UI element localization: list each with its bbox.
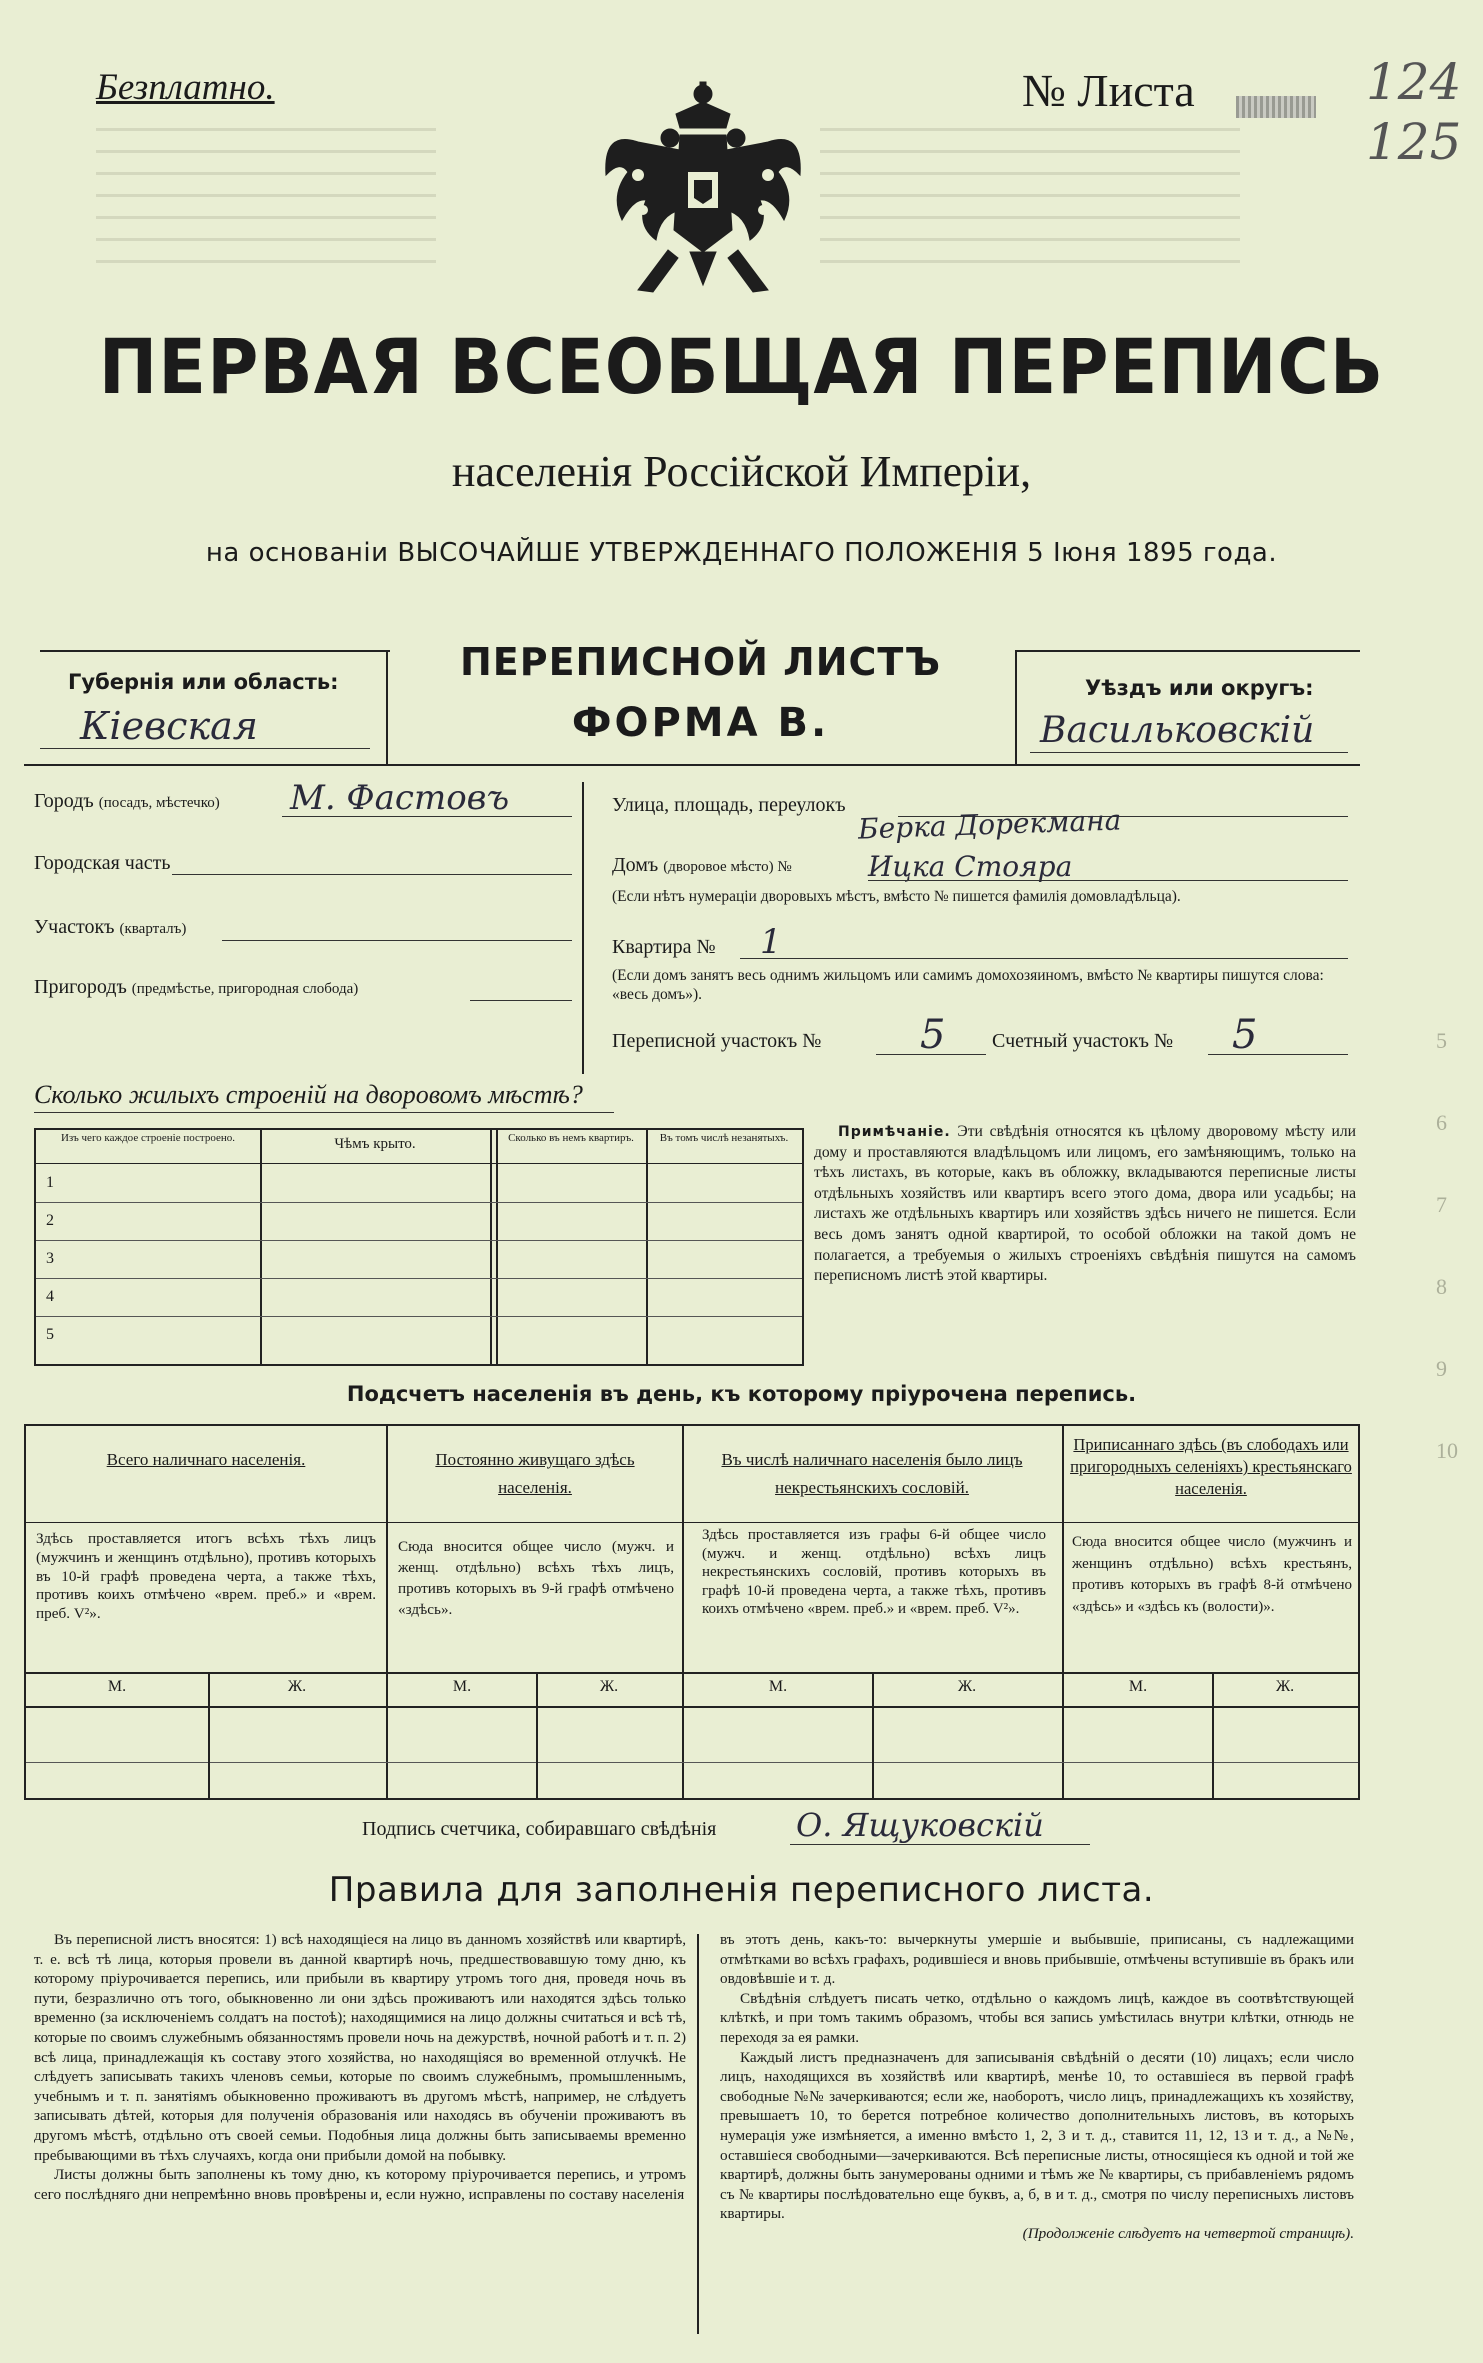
rules-continuation: (Продолженіе слѣдуетъ на четвертой страницѣ). xyxy=(1022,2224,1354,2242)
street-label: Улица, площадь, переулокъ xyxy=(612,794,846,816)
pop-col-4-m: М. xyxy=(1128,1678,1148,1695)
header-rule-top-left xyxy=(40,650,390,652)
margin-mark: 6 xyxy=(1436,1110,1447,1135)
count-area-line xyxy=(1208,1054,1348,1055)
pop-col-1-m: М. xyxy=(107,1678,127,1695)
city-part-line xyxy=(172,874,572,875)
imperial-eagle-emblem xyxy=(598,80,808,310)
city-field xyxy=(34,790,220,813)
address-divider xyxy=(582,782,584,1074)
header-rule-top-right xyxy=(1015,650,1360,652)
bleed-through-right xyxy=(820,128,1240,278)
district-label: Уѣздъ или округъ: xyxy=(1085,676,1314,700)
buildings-col-1 xyxy=(260,1130,262,1364)
city-note: (посадъ, мѣстечко) xyxy=(98,795,220,811)
buildings-question: Сколько жилыхъ строеній на дворовомъ мѣстѣ? xyxy=(34,1080,583,1109)
note-text: Эти свѣдѣнія относятся къ цѣлому дворовому мѣсту или дому и проставляются владѣльцомъ или лицомъ, его замѣняющимъ, только на тѣхъ листахъ, въ которые, какъ въ обложку, вкладываются переписные листы отдѣльныхъ хозяйствъ или квартиръ всего этого дома, двора или усадьбы; на листахъ же отдѣльныхъ квартиръ или хозяйствъ здѣсь ничего не пишется. Если весь домъ занятъ одной квартирой, то особой обложки на такой домъ не полагается, а требуемыя о жилыхъ строеніяхъ свѣдѣнія пишутся на самомъ переписномъ листѣ этой квартиры. xyxy=(814,1123,1356,1285)
header-divider-right xyxy=(1015,650,1017,766)
buildings-col-2 xyxy=(490,1130,492,1364)
pop-col-div-2 xyxy=(682,1426,684,1798)
margin-mark: 10 xyxy=(1436,1438,1458,1463)
buildings-row-line-2 xyxy=(36,1240,802,1241)
census-area-line xyxy=(876,1054,986,1055)
margin-mark: 9 xyxy=(1436,1356,1447,1381)
pop-col-3-desc: Здѣсь проставляется изъ графы 6-й общее число (мужч. и женщ. отдѣльно) всѣхъ лицъ некрестьянскихъ сословій, противъ которыхъ въ графѣ 10-й проведена черта, а также тѣхъ, противъ коихъ отмѣчено «врем. преб.» и «врем. преб. V²». xyxy=(702,1527,1046,1618)
suburb-line xyxy=(470,1000,572,1001)
precinct-note: (кварталъ) xyxy=(119,921,187,937)
city-label: Городъ xyxy=(34,790,94,812)
rules-right-paragraph: Каждый листъ предназначенъ для записыванія свѣдѣній о десяти (10) лицахъ; если число лицъ, находящихся въ хозяйствѣ или квартирѣ, менѣе 10, то оставшіеся въ первой графѣ свободные №№ зачеркиваются; если же, наоборотъ, число лицъ, принадлежащихъ къ хозяйству, превышаетъ 10, то берется потребное количество дополнительныхъ листовъ, въ которыхъ нумерація уже измѣняется, а именно вмѣсто 1, 2, 3 и т. д., ставится 11, 12, 13 и т. д., а №№, оставшіеся свободными—зачеркиваются. Всѣ переписные листы, относящіеся къ одной и той же квартирѣ, должны быть занумерованы одними и тѣмъ же № квартиры, съ прибавленіемъ рядомъ съ № квартиры послѣдовательно еще буквъ, а, б, в и т. д., смотря по числу переписныхъ листовъ квартиры. xyxy=(720,2048,1354,2223)
buildings-row-number: 2 xyxy=(46,1212,54,1229)
house-hint: (Если нѣтъ нумераціи дворовыхъ мѣстъ, вмѣсто № пишется фамилія домовладѣльца). xyxy=(612,888,1181,905)
signature-value: О. Ящуковскій xyxy=(796,1806,1044,1844)
rules-left-paragraph: Въ переписной листъ вносятся: 1) всѣ находящіеся на лицо въ данномъ хозяйствѣ или квартирѣ, т. е. всѣ тѣ лица, которыя провели въ данной квартирѣ ночь, предшествовавшую тому дню, къ которому пріурочивается перепись, или прибыли въ квартиру утромъ того дня, проведя ночь въ пути, безразлично отъ того, обыкновенно ли они здѣсь проживаютъ или находятся здѣсь только временно (за исключеніемъ солдатъ на постоѣ); находящимися на лицо должны считаться и всѣ тѣ, которые по своимъ служебнымъ обязанностямъ провели ночь на дежурствѣ, ночной работѣ и т. п. 2) всѣ лица, принадлежащія къ составу этого хозяйства, но находящіяся во временной отлучкѣ. Не слѣдуетъ записывать такихъ членовъ семьи, которые по своимъ служебнымъ, промышленнымъ, учебнымъ и т. п. занятіямъ обыкновенно проживаютъ въ другомъ мѣстѣ, например, не слѣдуетъ записывать дѣтей, которыя для полученія образованія или находясь въ обученіи проживаютъ въ другомъ мѣстѣ, отдѣльно отъ своей семьи. Подобныя лица должны быть записываемы временно пребывающими въ тѣхъ случаяхъ, когда они прибыли домой на побывку. xyxy=(34,1931,686,2164)
rules-right-paragraph: въ этотъ день, какъ-то: вычеркнуты умершіе и выбывшіе, приписаны, съ надлежащими отмѣтками во всѣхъ графахъ, родившіеся и вновь прибывшіе, отмѣчены вступившіе въ бракъ или овдовѣвшіе и т. д. xyxy=(720,1931,1354,1988)
pop-col-3-m: М. xyxy=(768,1678,788,1695)
buildings-row-line-3 xyxy=(36,1278,802,1279)
free-label: Безплатно. xyxy=(96,67,275,108)
house-value-1: Берка Дорекмана xyxy=(857,803,1122,846)
margin-mark: 8 xyxy=(1436,1274,1447,1299)
house-line xyxy=(868,880,1348,881)
apartment-label: Квартира № xyxy=(612,936,716,958)
pop-col-4-f: Ж. xyxy=(1275,1678,1295,1695)
count-area-value: 5 xyxy=(1232,1012,1258,1058)
margin-mark: 7 xyxy=(1436,1192,1447,1217)
buildings-question-line xyxy=(34,1112,614,1113)
pop-col-1-f: Ж. xyxy=(287,1678,307,1695)
header-rule-bottom xyxy=(24,764,1360,766)
pop-col-3-title: Въ числѣ наличнаго населенія было лицъ некрестьянскихъ сословій. xyxy=(721,1450,1023,1497)
pop-col-div-3 xyxy=(1062,1426,1064,1798)
district-line xyxy=(1030,752,1348,753)
sheet-number-stamp xyxy=(1236,96,1316,118)
pop-col-2-m: М. xyxy=(452,1678,472,1695)
note-title: Примѣчаніе. xyxy=(838,1124,951,1140)
pop-col-2-title: Постоянно живущаго здѣсь населенія. xyxy=(435,1450,635,1497)
city-value: М. Фастовъ xyxy=(290,778,510,818)
form-title: ПЕРЕПИСНОЙ ЛИСТЪ xyxy=(459,640,942,684)
margin-mark: 5 xyxy=(1436,1028,1447,1053)
province-line xyxy=(40,748,370,749)
buildings-row-number: 5 xyxy=(46,1326,54,1343)
count-area-label: Счетный участокъ № xyxy=(992,1030,1174,1052)
buildings-row-number: 1 xyxy=(46,1174,54,1191)
buildings-header-material: Изъ чего каждое строеніе построено. xyxy=(60,1132,236,1144)
house-value-2: Ицка Стояра xyxy=(868,850,1073,883)
rules-right-paragraph: Свѣдѣнія слѣдуетъ писать четко, отдѣльно о каждомъ лицѣ, каждое въ соотвѣтствующей клѣткѣ, и при томъ такимъ образомъ, чтобы вся запись умѣстилась внутри клѣтки, отнюдь не переходя за ея рамки. xyxy=(720,1989,1354,2046)
house-field xyxy=(612,854,792,877)
pop-col-div-1 xyxy=(386,1426,388,1798)
province-label: Губернія или область: xyxy=(68,670,339,694)
buildings-table xyxy=(34,1128,804,1366)
census-basis: на основаніи ВЫСОЧАЙШЕ УТВЕРЖДЕННАГО ПОЛОЖЕНІЯ 5 Іюня 1895 года. xyxy=(205,538,1278,568)
archive-marks: 124 125 xyxy=(1366,53,1462,171)
sheet-number-label xyxy=(1022,64,1195,117)
city-part-label: Городская часть xyxy=(34,852,171,874)
suburb-note: (предмѣстье, пригородная слобода) xyxy=(131,981,359,997)
apartment-hint: (Если домъ занятъ весь однимъ жильцомъ или самимъ домохозяиномъ, вмѣсто № квартиры пишутся слова: «весь домъ»). xyxy=(612,967,1324,1003)
pop-value-row-rule xyxy=(26,1762,1358,1763)
sheet-number-text: № Листа xyxy=(1022,65,1195,116)
precinct-label: Участокъ xyxy=(34,916,115,938)
census-subtitle: населенія Россійской Имперіи, xyxy=(451,447,1032,496)
population-heading: Подсчетъ населенія въ день, къ которому пріурочена перепись. xyxy=(346,1382,1137,1406)
buildings-col-3 xyxy=(646,1130,648,1364)
buildings-header-apartments: Сколько въ немъ квартиръ. xyxy=(508,1132,634,1144)
form-letter: ФОРМА В. xyxy=(571,700,830,746)
population-table xyxy=(24,1424,1360,1800)
rules-left-column xyxy=(34,1930,686,2204)
suburb-label: Пригородъ xyxy=(34,976,127,998)
rules-right-column xyxy=(720,1930,1354,2244)
buildings-row-line-4 xyxy=(36,1316,802,1317)
buildings-header-roof: Чѣмъ крыто. xyxy=(334,1136,416,1152)
apartment-line xyxy=(740,958,1348,959)
census-title: ПЕРВАЯ ВСЕОБЩАЯ ПЕРЕПИСЬ xyxy=(98,322,1385,412)
pop-col-1-title: Всего наличнаго населенія. xyxy=(106,1450,306,1469)
province-value: Кіевская xyxy=(80,704,258,748)
buildings-row-number: 3 xyxy=(46,1250,54,1267)
suburb-field xyxy=(34,976,358,999)
census-area-value: 5 xyxy=(920,1012,946,1058)
rules-column-divider xyxy=(697,1934,699,2334)
house-note: (дворовое мѣсто) № xyxy=(663,859,792,875)
rules-left-paragraph: Листы должны быть заполнены къ тому дню, къ которому пріурочивается перепись, и утромъ сего послѣдняго дни непремѣнно вновь провѣрены и, если нужно, исправлены по составу населенія xyxy=(34,2166,686,2203)
district-value: Васильковскій xyxy=(1040,710,1315,751)
signature-label: Подпись счетчика, собиравшаго свѣдѣнія xyxy=(362,1818,717,1840)
signature-line xyxy=(790,1844,1090,1845)
apartment-value: 1 xyxy=(760,922,782,962)
buildings-col-2b xyxy=(496,1130,498,1364)
pop-title-rule xyxy=(26,1522,1358,1523)
margin-marks xyxy=(1436,1000,1476,1492)
census-area-label: Переписной участокъ № xyxy=(612,1030,822,1052)
city-line xyxy=(282,816,572,817)
pop-col-1-desc: Здѣсь проставляется итогъ всѣхъ тѣхъ лицъ (мужчинъ и женщинъ отдѣльно), противъ которыхъ въ 10-й графѣ проведена черта, а также тѣхъ, противъ коихъ отмѣчено «врем. преб.» и «врем. преб. V²». xyxy=(36,1530,376,1623)
pop-col-4-title: Приписаннаго здѣсь (въ слободахъ или пригородныхъ селеніяхъ) крестьянскаго населенія. xyxy=(1070,1435,1352,1498)
bleed-through-left xyxy=(96,128,436,278)
pop-col-4-desc: Сюда вносится общее число (мужчинъ и женщинъ отдѣльно) всѣхъ крестьянъ, противъ которыхъ въ графѣ 8-й отмѣчено «здѣсь» и «здѣсь къ (волости)». xyxy=(1072,1534,1352,1615)
buildings-row-line-1 xyxy=(36,1202,802,1203)
pop-col-2-f: Ж. xyxy=(599,1678,619,1695)
pop-col-3-f: Ж. xyxy=(957,1678,977,1695)
pop-mf-top-rule xyxy=(26,1672,1358,1674)
buildings-note xyxy=(814,1122,1356,1287)
buildings-header-vacant: Въ томъ числѣ незанятыхъ. xyxy=(659,1132,789,1144)
house-label: Домъ xyxy=(612,854,659,876)
buildings-row-number: 4 xyxy=(46,1288,54,1305)
pop-col-2-desc: Сюда вносится общее число (мужч. и женщ. отдѣльно) всѣхъ тѣхъ лицъ, противъ которыхъ въ 9-й графѣ отмѣчено «здѣсь». xyxy=(398,1538,674,1618)
city-part-field xyxy=(34,852,170,875)
precinct-line xyxy=(222,940,572,941)
pop-mf-bottom-rule xyxy=(26,1706,1358,1708)
rules-heading: Правила для заполненія переписного листа. xyxy=(328,1870,1155,1910)
precinct-field xyxy=(34,916,186,939)
